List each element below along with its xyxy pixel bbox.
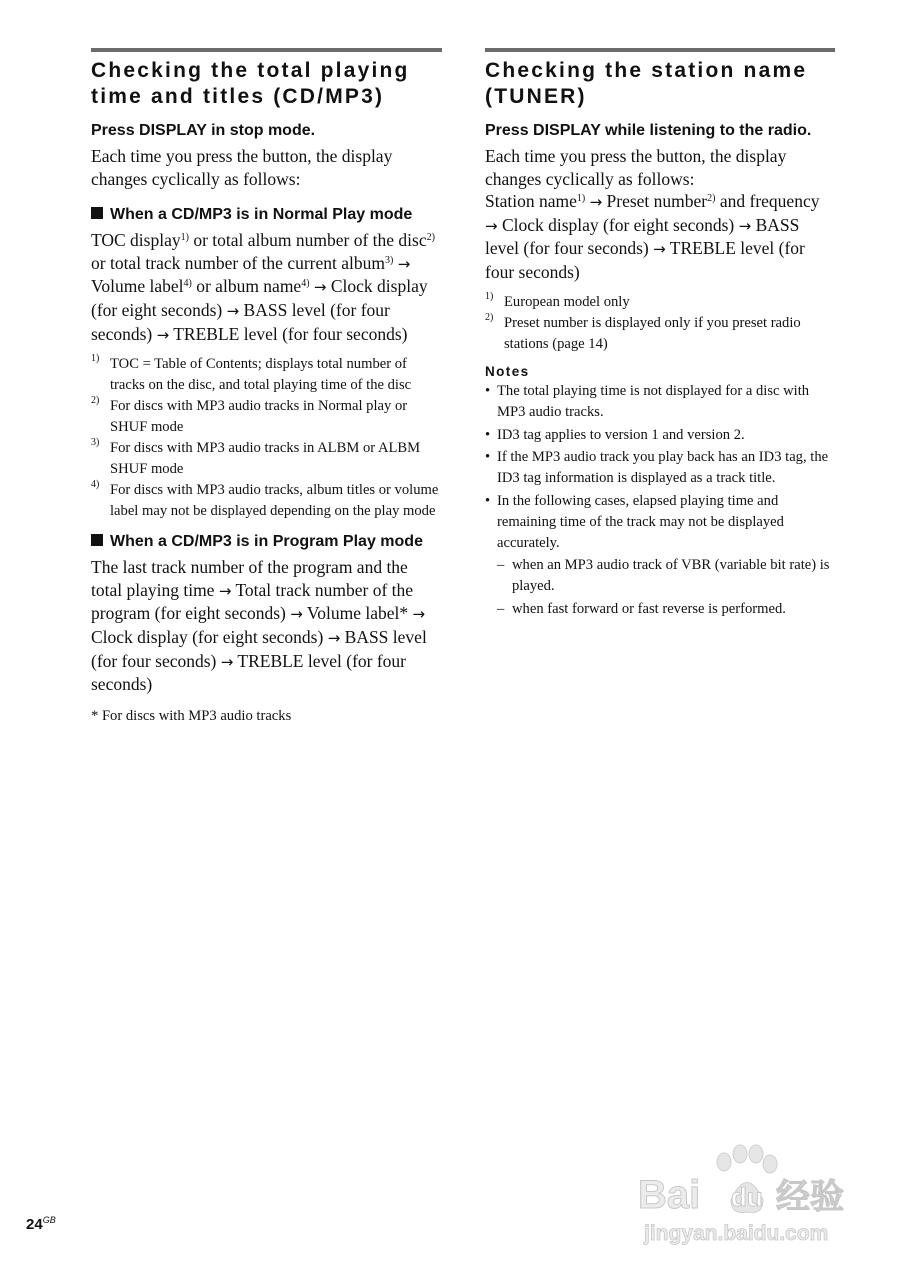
bullet-icon: •	[485, 383, 491, 400]
page-number: $24^{GB}$	[26, 1215, 56, 1233]
sub-note-item: – when an MP3 audio track of VBR (variable bit rate) is played.	[497, 557, 830, 595]
note-item: • ID3 tag applies to version 1 and version 2.	[485, 425, 835, 446]
arrow-icon: →	[290, 605, 303, 624]
footnote-list	[485, 292, 835, 355]
tuner-cycle: Station name$^{1)}$ → Preset number$^{2)}$ and frequency → Clock display (for eight seconds) → BASS level (for four seconds) → TREBLE level (for four seconds)	[485, 191, 820, 282]
arrow-icon: →	[220, 652, 234, 671]
square-bullet-icon	[91, 207, 103, 219]
arrow-icon: →	[412, 605, 426, 624]
program-play-cycle: The last track number of the program and the total playing time → Total track number of the program (for eight seconds) → Volume label* → Clock display (for eight seconds) → BASS level (for four seconds) → TREBLE level (for four seconds)	[91, 557, 427, 695]
arrow-icon: →	[589, 193, 603, 212]
arrow-icon: →	[485, 216, 498, 235]
intro-text: Each time you press the button, the display changes cyclically as follows:	[91, 146, 393, 189]
footnote: 1) European model only	[485, 290, 630, 310]
notes-list	[485, 381, 835, 620]
section-title: Checking the station name (TUNER)	[485, 59, 808, 108]
note-item: • The total playing time is not displayed for a disc with MP3 audio tracks.	[485, 383, 810, 420]
bullet-icon: •	[485, 493, 491, 510]
program-play-heading: When a CD/MP3 is in Program Play mode	[91, 531, 442, 553]
arrow-icon: →	[327, 628, 341, 647]
bullet-icon: •	[485, 426, 491, 443]
section-rule	[485, 48, 835, 52]
arrow-icon: →	[156, 325, 170, 344]
dash-icon: –	[497, 557, 505, 574]
right-column	[485, 48, 835, 622]
svg-text:jingyan.baidu.com: jingyan.baidu.com	[644, 1222, 829, 1245]
arrow-icon: →	[397, 254, 411, 273]
svg-text:du: du	[731, 1182, 763, 1212]
note-item: • In the following cases, elapsed playing time and remaining time of the track may not be displayed accurately.	[485, 493, 784, 551]
footnote: 3) For discs with MP3 audio tracks in ALBM or ALBM SHUF mode	[91, 437, 421, 477]
bullet-icon: •	[485, 449, 491, 466]
dash-icon: –	[497, 601, 505, 618]
section-rule	[91, 48, 442, 52]
footnote: 4) For discs with MP3 audio tracks, album titles or volume label may not be displayed depending on the play mode	[91, 479, 439, 519]
sub-note-item: – when fast forward or fast reverse is performed.	[485, 599, 835, 620]
baidu-jingyan-watermark	[636, 1140, 851, 1250]
notes-heading: Notes	[485, 364, 530, 380]
normal-play-cycle: TOC display$^{1)}$ or total album number of the disc$^{2)}$ or total track number of the current album$^{3)}$ → Volume label$^{4)}$ or album name$^{4)}$ → Clock display (for eight seconds) → BASS level (for four seconds) → TREBLE level (for four seconds)	[91, 230, 435, 344]
arrow-icon: →	[653, 240, 666, 259]
footnote-list	[91, 354, 442, 521]
footnote: 2) Preset number is displayed only if you preset radio stations (page 14)	[485, 312, 801, 352]
normal-play-heading: When a CD/MP3 is in Normal Play mode	[91, 204, 442, 226]
section-title: Checking the total playing time and titles (CD/MP3)	[91, 59, 410, 108]
arrow-icon: →	[313, 278, 327, 297]
svg-text:Bai: Bai	[638, 1173, 701, 1217]
svg-text:经验: 经验	[776, 1178, 844, 1216]
instruction-heading: Press DISPLAY while listening to the radio.	[485, 122, 812, 139]
footnote: 1) TOC = Table of Contents; displays total number of tracks on the disc, and total playing time of the disc	[91, 353, 412, 393]
left-column	[91, 48, 442, 726]
arrow-icon: →	[226, 301, 240, 320]
note-item: • If the MP3 audio track you play back has an ID3 tag, the ID3 tag information is displayed as a track title.	[485, 449, 829, 487]
footnote: 2) For discs with MP3 audio tracks in Normal play or SHUF mode	[91, 395, 408, 435]
square-bullet-icon	[91, 534, 103, 546]
arrow-icon: →	[218, 581, 232, 600]
instruction-heading: Press DISPLAY in stop mode.	[91, 122, 316, 139]
asterisk-footnote: * For discs with MP3 audio tracks	[91, 707, 292, 724]
intro-text: Each time you press the button, the display changes cyclically as follows:	[485, 146, 787, 189]
arrow-icon: →	[738, 216, 752, 235]
